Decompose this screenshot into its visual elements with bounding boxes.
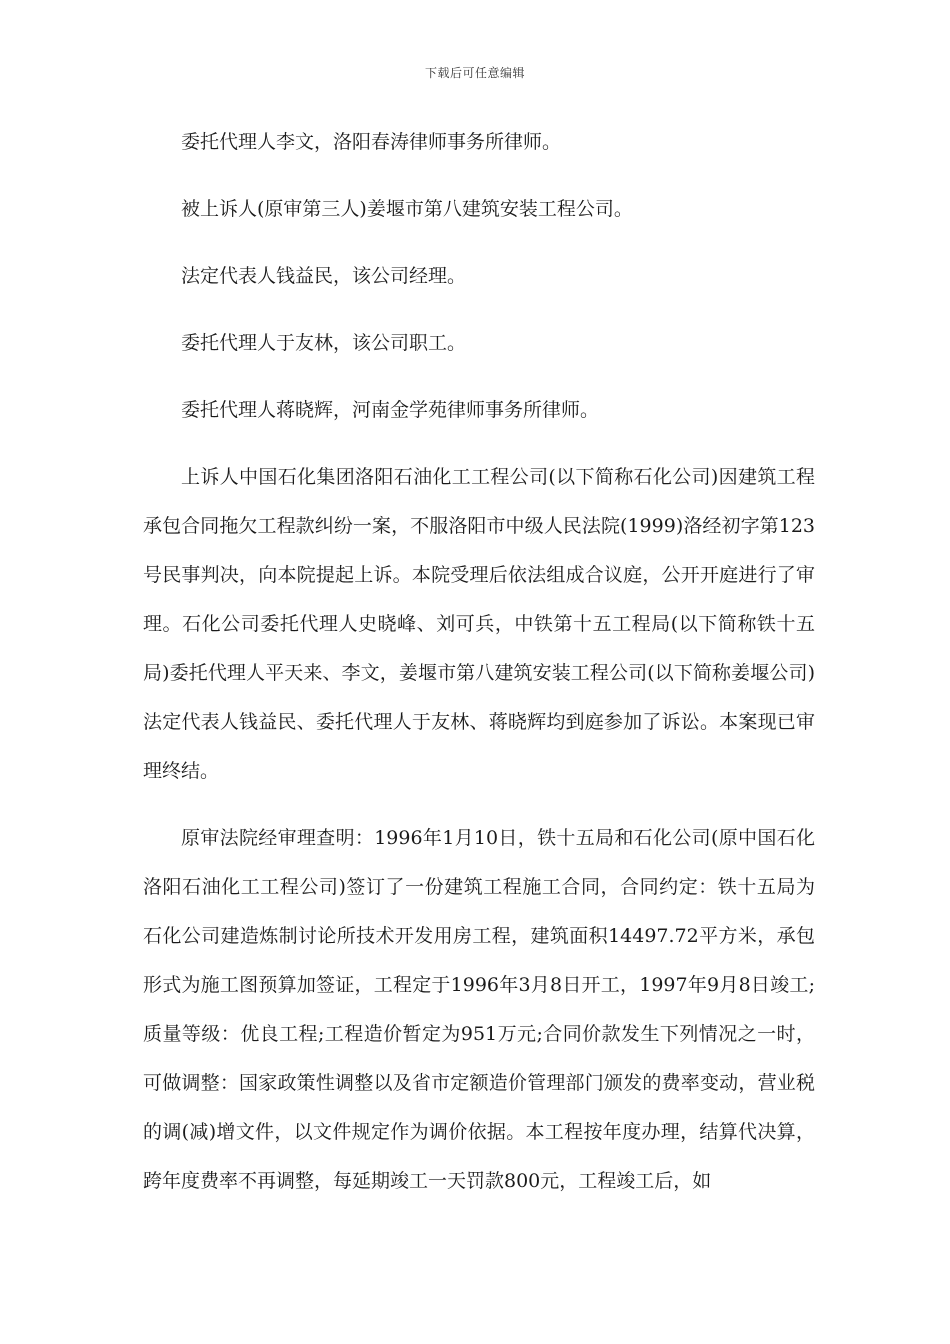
- document-body: [143, 118, 815, 1224]
- paragraph-original-trial-findings: 原审法院经审理查明：1996年1月10日，铁十五局和石化公司(原中国石化洛阳石油化工工程公司)签订了一份建筑工程施工合同，合同约定：铁十五局为石化公司建造炼制讨论所技术开发用房工程，建筑面积14497.72平方米，承包形式为施工图预算加签证，工程定于1996年3月8日开工，1997年9月8日竣工;质量等级：优良工程;工程造价暂定为951万元;合同价款发生下列情况之一时，可做调整：国家政策性调整以及省市定额造价管理部门颁发的费率变动，营业税的调(减)增文件，以文件规定作为调价依据。本工程按年度办理，结算代决算，跨年度费率不再调整，每延期竣工一天罚款800元，工程竣工后，如: [143, 827, 815, 1192]
- paragraph-agent-jiang-xiaohui: 委托代理人蒋晓辉，河南金学苑律师事务所律师。: [181, 399, 600, 421]
- paragraph-appellee: 被上诉人(原审第三人)姜堰市第八建筑安装工程公司。: [181, 198, 633, 220]
- paragraph-agent-li-wen: 委托代理人李文，洛阳春涛律师事务所律师。: [181, 131, 562, 153]
- paragraph-agent-yu-youlin: 委托代理人于友林，该公司职工。: [181, 332, 467, 354]
- paragraph-case-introduction: 上诉人中国石化集团洛阳石油化工工程公司(以下简称石化公司)因建筑工程承包合同拖欠工程款纠纷一案，不服洛阳市中级人民法院(1999)洛经初字第123号民事判决，向本院提起上诉。本院受理后依法组成合议庭，公开开庭进行了审理。石化公司委托代理人史晓峰、刘可兵，中铁第十五工程局(以下简称铁十五局)委托代理人平天来、李文，姜堰市第八建筑安装工程公司(以下简称姜堰公司)法定代表人钱益民、委托代理人于友林、蒋晓辉均到庭参加了诉讼。本案现已审理终结。: [143, 466, 815, 782]
- paragraph-legal-representative: 法定代表人钱益民，该公司经理。: [181, 265, 467, 287]
- page-header: 下载后可任意编辑: [424, 66, 525, 80]
